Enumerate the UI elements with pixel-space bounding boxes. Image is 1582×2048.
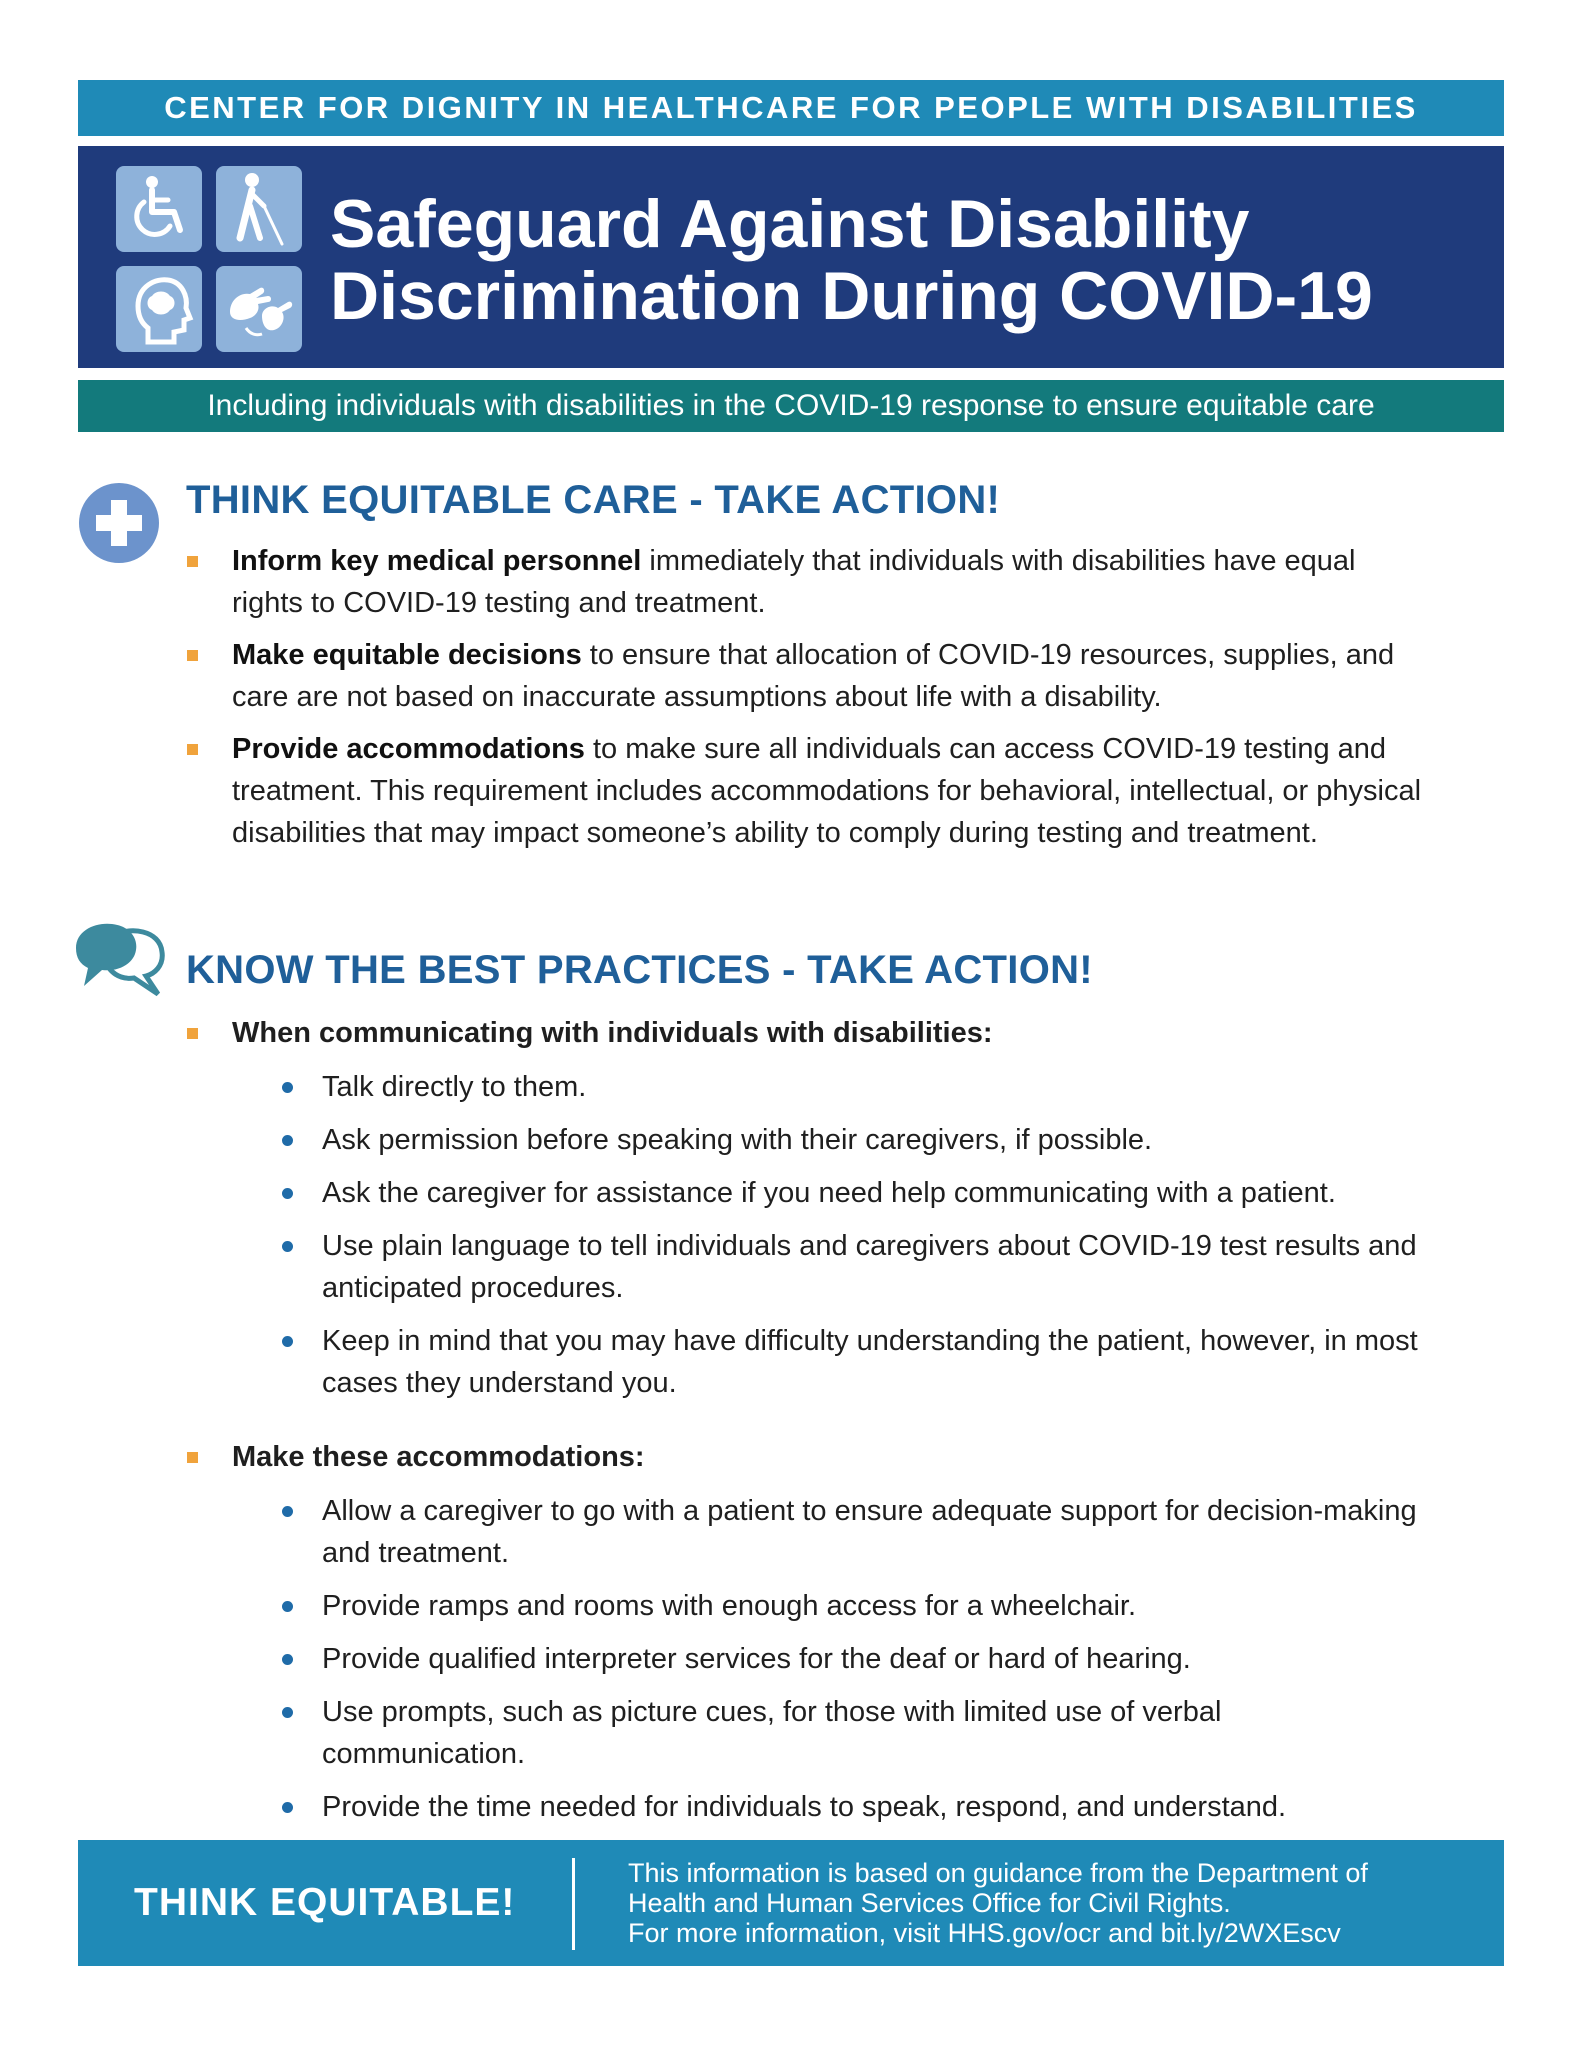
item-bold-lead: Make equitable decisions bbox=[232, 639, 582, 671]
sublist-item: Provide ramps and rooms with enough access for a wheelchair. bbox=[278, 1585, 1432, 1627]
sublist-item: Keep in mind that you may have difficulty understanding the patient, however, in most cases they understand you. bbox=[278, 1320, 1432, 1404]
communicating-sublist bbox=[278, 1066, 1432, 1404]
list-item-communicating bbox=[182, 1012, 1432, 1404]
page-title bbox=[330, 188, 1373, 332]
sign-language-icon bbox=[216, 266, 302, 352]
footer-line-2: Health and Human Services Office for Civil Rights. bbox=[628, 1888, 1231, 1918]
item-bold-lead: Provide accommodations bbox=[232, 733, 585, 765]
title-line-2: Discrimination During COVID-19 bbox=[330, 258, 1373, 334]
footer-source-note bbox=[628, 1858, 1368, 1948]
sublist-item: Provide qualified interpreter services for the deaf or hard of hearing. bbox=[278, 1638, 1432, 1680]
equitable-care-list bbox=[182, 540, 1432, 854]
group-title: When communicating with individuals with disabilities: bbox=[232, 1017, 993, 1049]
speech-bubbles-icon bbox=[72, 916, 168, 1004]
item-text: to ensure that allocation of COVID-19 resources, supplies, and care are not based on inaccurate assumptions about life with a disability. bbox=[232, 639, 1395, 713]
sublist-item: Use plain language to tell individuals and caregivers about COVID-19 test results and anticipated procedures. bbox=[278, 1225, 1432, 1309]
footer-slogan: THINK EQUITABLE! bbox=[134, 1881, 516, 1924]
head-brain-icon bbox=[116, 266, 202, 352]
section-heading-equitable-care: THINK EQUITABLE CARE - TAKE ACTION! bbox=[186, 478, 1001, 522]
sublist-item: Ask the caregiver for assistance if you need help communicating with a patient. bbox=[278, 1172, 1432, 1214]
blind-person-cane-icon bbox=[216, 166, 302, 252]
footer-divider bbox=[572, 1858, 575, 1950]
sublist-item: Use prompts, such as picture cues, for those with limited use of verbal communication. bbox=[278, 1691, 1432, 1775]
footer-line-3: For more information, visit HHS.gov/ocr and bit.ly/2WXEscv bbox=[628, 1918, 1341, 1948]
disability-icons bbox=[116, 166, 304, 354]
section-heading-best-practices: KNOW THE BEST PRACTICES - TAKE ACTION! bbox=[186, 948, 1093, 992]
medical-cross-icon bbox=[78, 482, 160, 564]
list-item-accommodations bbox=[182, 1436, 1432, 1828]
organization-banner: CENTER FOR DIGNITY IN HEALTHCARE FOR PEOPLE WITH DISABILITIES bbox=[78, 80, 1504, 136]
list-item bbox=[182, 540, 1432, 624]
list-item bbox=[182, 728, 1432, 854]
item-bold-lead: Inform key medical personnel bbox=[232, 545, 642, 577]
sublist-item: Ask permission before speaking with their caregivers, if possible. bbox=[278, 1119, 1432, 1161]
item-text: immediately that individuals with disabilities have equal rights to COVID-19 testing and treatment. bbox=[232, 545, 1356, 619]
title-header bbox=[78, 146, 1504, 368]
footer-line-1: This information is based on guidance from the Department of bbox=[628, 1858, 1368, 1888]
title-line-1: Safeguard Against Disability bbox=[330, 186, 1250, 262]
accommodations-sublist bbox=[278, 1490, 1432, 1828]
best-practices-list bbox=[182, 1012, 1432, 1839]
sublist-item: Allow a caregiver to go with a patient to ensure adequate support for decision-making and treatment. bbox=[278, 1490, 1432, 1574]
footer-banner bbox=[78, 1840, 1504, 1966]
group-title: Make these accommodations: bbox=[232, 1441, 645, 1473]
list-item bbox=[182, 634, 1432, 718]
item-text: to make sure all individuals can access COVID-19 testing and treatment. This requirement includes accommodations for behavioral, intellectual, or physical disabilities that may impact someone’s ability to comply during testing and treatment. bbox=[232, 733, 1422, 849]
subtitle-banner: Including individuals with disabilities in the COVID-19 response to ensure equitable care bbox=[78, 380, 1504, 432]
wheelchair-icon bbox=[116, 166, 202, 252]
sublist-item: Talk directly to them. bbox=[278, 1066, 1432, 1108]
sublist-item: Provide the time needed for individuals to speak, respond, and understand. bbox=[278, 1786, 1432, 1828]
